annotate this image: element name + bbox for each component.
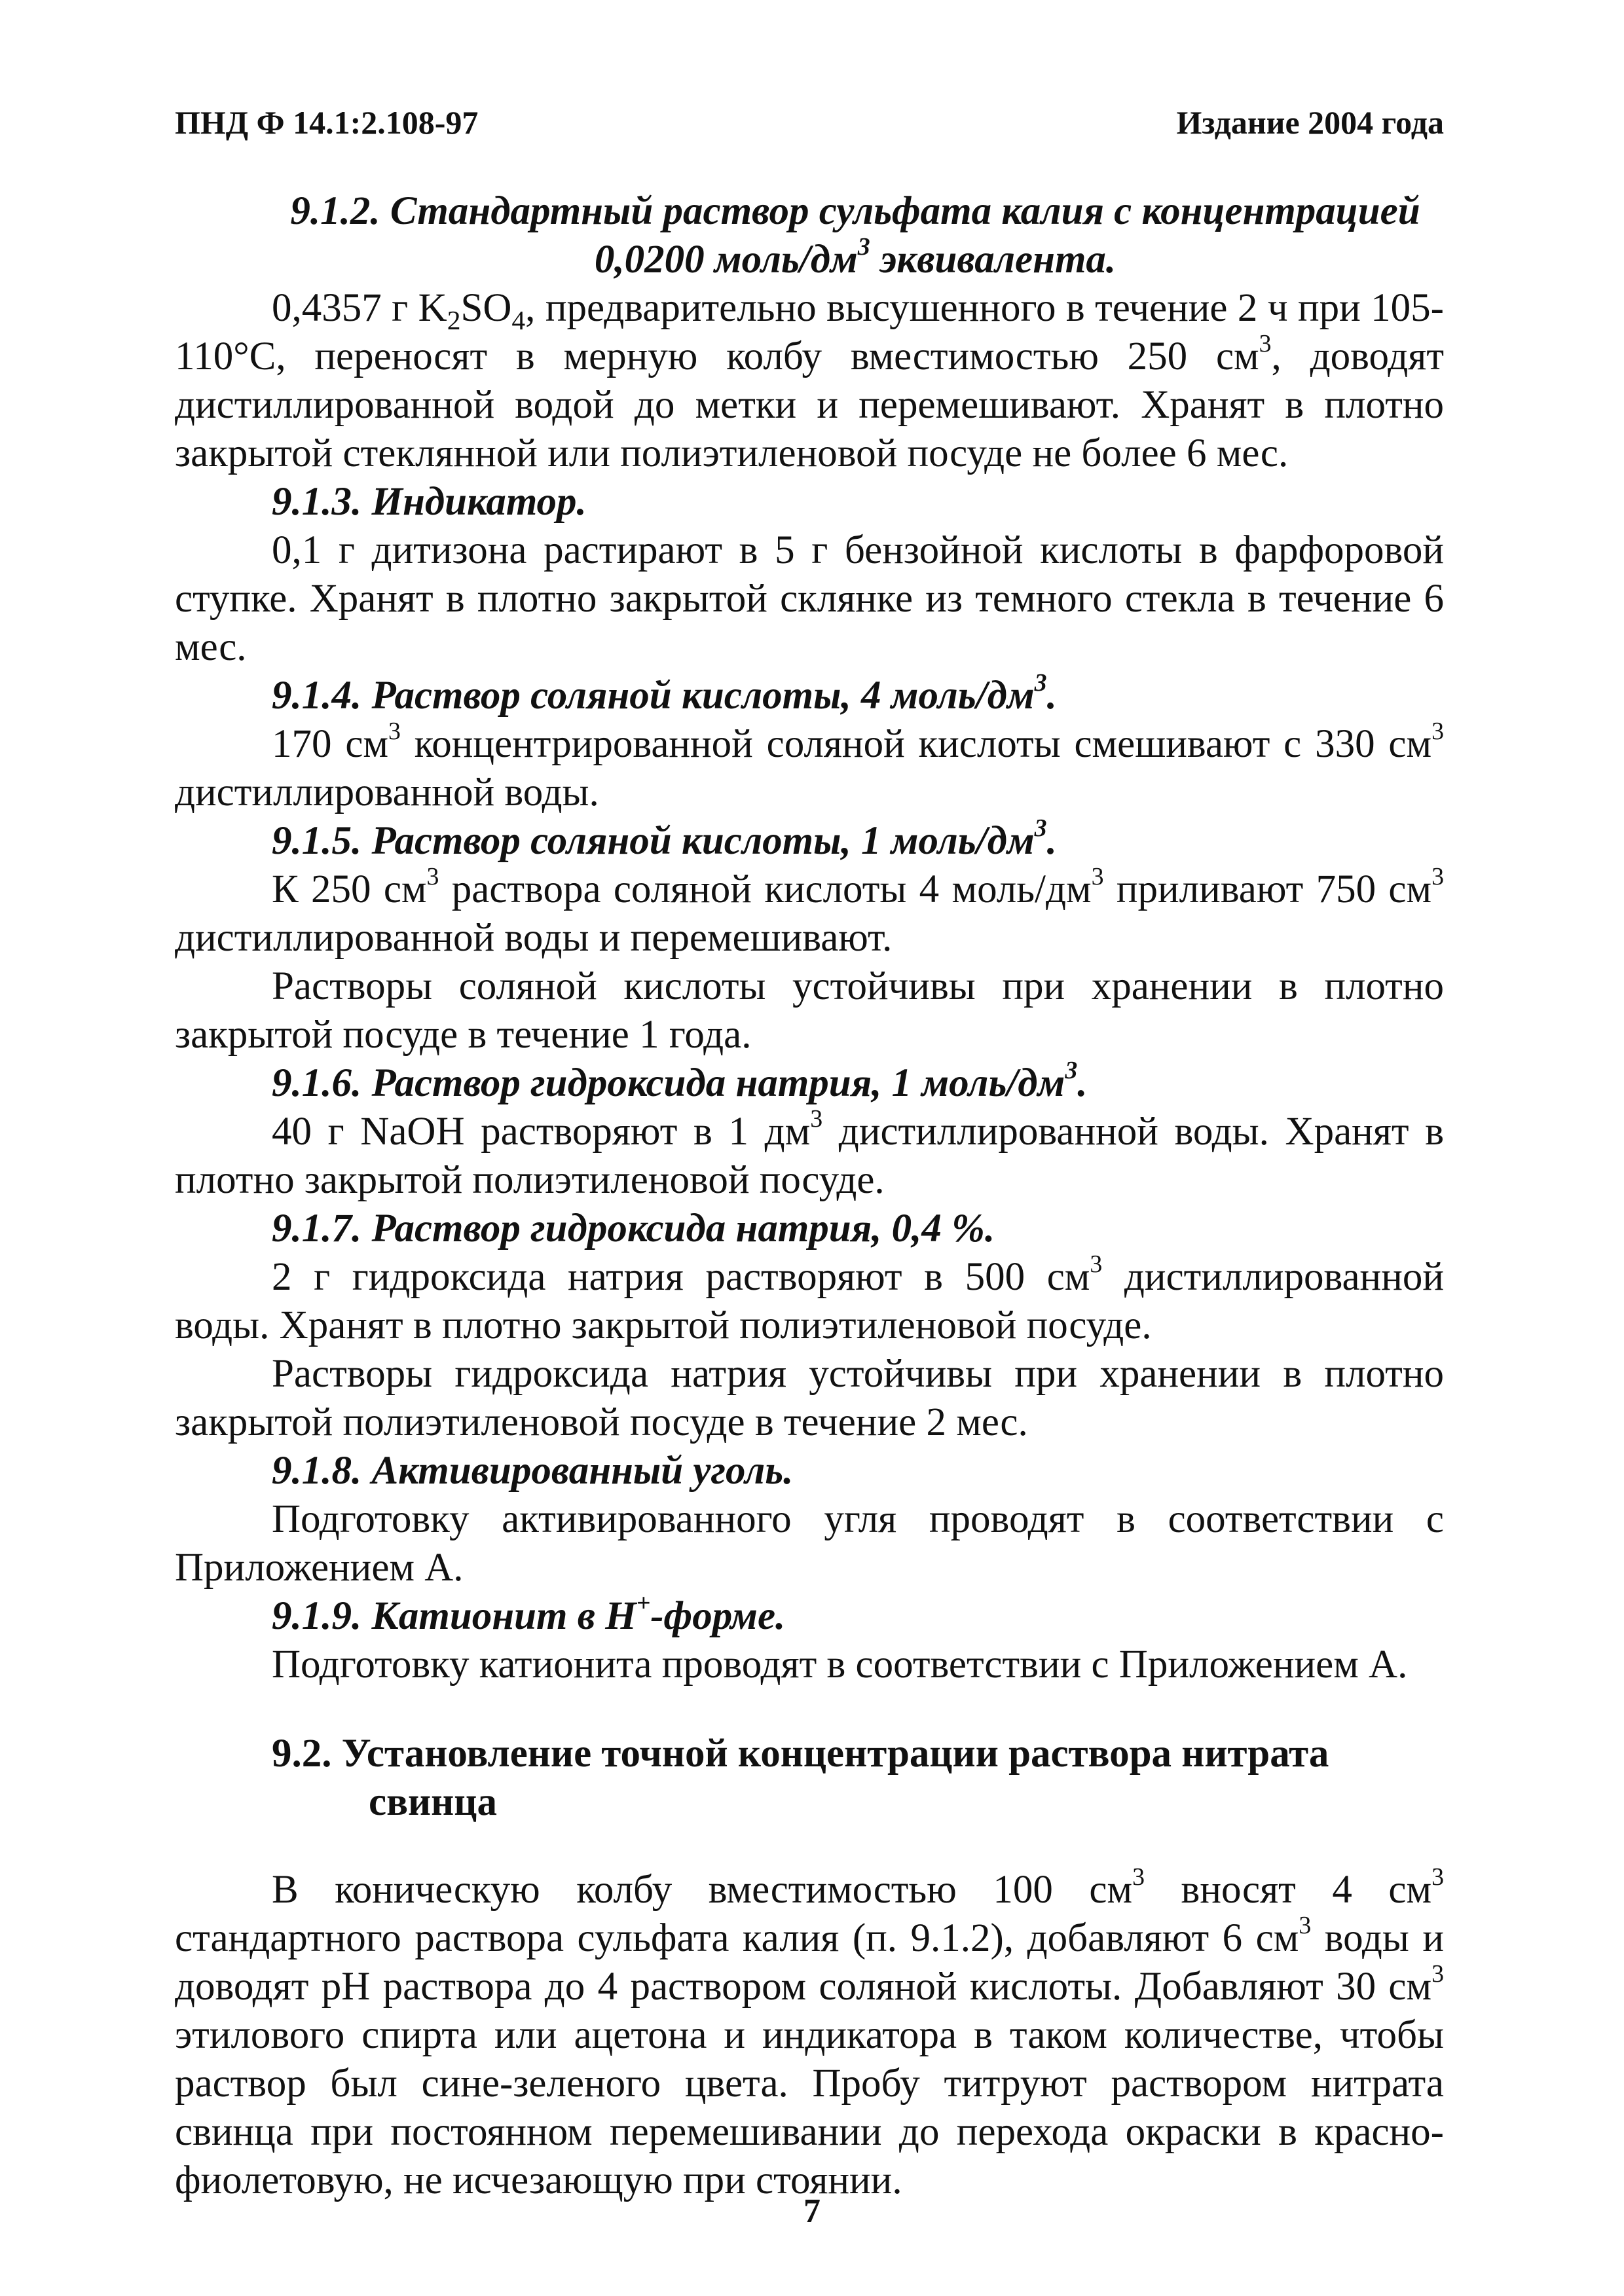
text-run: дистиллированной воды. Хранят в плотно закрытой полиэтиленовой посуде.	[175, 1110, 1444, 1202]
paragraph-9-1-7	[175, 1250, 1444, 1350]
superscript: 3	[1431, 1959, 1444, 1988]
heading-9-1-7: 9.1.7. Раствор гидроксида натрия, 0,4 %.	[272, 1207, 995, 1250]
text-run: раствора соляной кислоты 4 моль/дм	[439, 867, 1092, 911]
text-run: вносят 4 см	[1145, 1868, 1432, 1912]
heading-9-1-8: 9.1.8. Активированный уголь.	[272, 1449, 794, 1493]
superscript: +	[636, 1589, 651, 1617]
heading-text: 9.1.6. Раствор гидроксида натрия, 1 моль/дм	[272, 1061, 1065, 1105]
paragraph-9-1-5	[175, 862, 1444, 962]
paragraph-9-1-7-note: Растворы гидроксида натрия устойчивы при хранении в плотно закрытой полиэтиленовой посуде в течение 2 мес.	[175, 1352, 1444, 1444]
paragraph-9-1-5-note: Растворы соляной кислоты устойчивы при хранении в плотно закрытой посуде в течение 1 года.	[175, 964, 1444, 1057]
paragraph-9-2	[175, 1863, 1445, 2205]
text-run: дистиллированной воды. Хранят в плотно закрытой полиэтиленовой посуде.	[175, 1255, 1444, 1347]
section-title-9-2	[175, 1730, 1444, 1827]
text-run: концентрированной соляной кислоты смешивают с 330 см	[400, 722, 1432, 766]
text-run: SO	[460, 286, 512, 330]
text-run: воды и доводят pH раствора до 4 раствором соляной кислоты. Добавляют 30 см	[175, 1916, 1445, 2009]
heading-text: .	[1077, 1061, 1088, 1105]
text-run: 170 см	[272, 722, 388, 766]
text-run: В коническую колбу вместимостью 100 см	[272, 1868, 1133, 1912]
heading-9-1-5	[175, 814, 1444, 866]
text-run: , предварительно высушенного в течение 2 ч при 105-110°С, переносят в мерную колбу вместимостью 250 см	[175, 286, 1444, 378]
superscript: 3	[1431, 717, 1444, 745]
paragraph-9-1-2	[175, 284, 1444, 478]
paragraph-9-1-6	[175, 1104, 1444, 1205]
document-body	[175, 187, 1444, 2205]
section-title-line1: 9.2. Установление точной концентрации раствора нитрата	[272, 1732, 1329, 1776]
heading-text: 9.1.4. Раствор соляной кислоты, 4 моль/дм	[272, 674, 1035, 718]
heading-9-1-4	[175, 668, 1444, 720]
text-run: дистиллированной воды.	[175, 771, 599, 814]
heading-text: .	[1046, 819, 1057, 863]
superscript: 3	[1034, 668, 1047, 697]
heading-9-1-2	[175, 187, 1444, 284]
superscript: 3	[388, 717, 401, 745]
heading-9-1-3: 9.1.3. Индикатор.	[272, 480, 587, 524]
heading-text: 9.1.5. Раствор соляной кислоты, 1 моль/дм	[272, 819, 1035, 863]
text-run: К 250 см	[272, 867, 427, 911]
superscript: 3	[1034, 814, 1047, 842]
superscript: 3	[1259, 329, 1272, 357]
heading-text: .	[1046, 674, 1057, 718]
heading-9-1-2-line2-end: эквивалента.	[870, 238, 1116, 282]
heading-9-1-9	[175, 1589, 1444, 1641]
superscript: 3	[1132, 1863, 1145, 1891]
superscript: 3	[1431, 1863, 1444, 1891]
text-run: дистиллированной воды и перемешивают.	[175, 916, 893, 960]
superscript: 3	[426, 862, 439, 890]
text-run: , доводят дистиллированной водой до метки и перемешивают. Хранят в плотно закрытой стеклянной или полиэтиленовой посуде не более 6 мес.	[175, 335, 1444, 475]
page-header	[175, 103, 1444, 141]
heading-9-1-6	[175, 1056, 1444, 1108]
superscript: 3	[1091, 862, 1104, 890]
superscript: 3	[1431, 862, 1444, 890]
document-code: ПНД Ф 14.1:2.108-97	[175, 104, 479, 141]
paragraph-9-1-4	[175, 717, 1444, 817]
heading-text: -форме.	[650, 1594, 786, 1638]
edition-label: Издание 2004 года	[1176, 104, 1444, 141]
text-run: 40 г NaOH растворяют в 1 дм	[272, 1110, 811, 1154]
text-run: 0,4357 г K	[272, 286, 447, 330]
superscript: 3	[1090, 1250, 1103, 1278]
subscript: 2	[447, 305, 461, 336]
text-run: этилового спирта или ацетона и индикатора в таком количестве, чтобы раствор был сине-зеленого цвета. Пробу титруют раствором нитрата свинца при постоянном перемешивании до перехода окраски в красно-фиолетовую, не исчезающую при стоянии.	[175, 2013, 1444, 2202]
paragraph-9-1-8: Подготовку активированного угля проводят в соответствии с Приложением А.	[175, 1497, 1444, 1590]
superscript: 3	[857, 232, 870, 261]
paragraph-9-1-3: 0,1 г дитизона растирают в 5 г бензойной кислоты в фарфоровой ступке. Хранят в плотно закрытой склянке из темного стекла в течение 6 мес.	[175, 528, 1444, 669]
text-run: стандартного раствора сульфата калия (п. 9.1.2), добавляют 6 см	[175, 1916, 1299, 1960]
page-number: 7	[803, 2193, 821, 2230]
subscript: 4	[511, 305, 526, 336]
paragraph-9-1-9: Подготовку катионита проводят в соответствии с Приложением А.	[272, 1643, 1408, 1686]
heading-text: 9.1.9. Катионит в H	[272, 1594, 637, 1638]
heading-9-1-2-line2: 0,0200 моль/дм	[594, 238, 858, 282]
superscript: 3	[1299, 1911, 1312, 1939]
superscript: 3	[810, 1104, 823, 1133]
superscript: 3	[1065, 1056, 1078, 1084]
section-title-line2: свинца	[369, 1780, 497, 1824]
text-run: приливают 750 см	[1103, 867, 1432, 911]
heading-9-1-2-line1: 9.1.2. Стандартный раствор сульфата калия с концентрацией	[290, 189, 1420, 233]
text-run: 2 г гидроксида натрия растворяют в 500 см	[272, 1255, 1090, 1299]
